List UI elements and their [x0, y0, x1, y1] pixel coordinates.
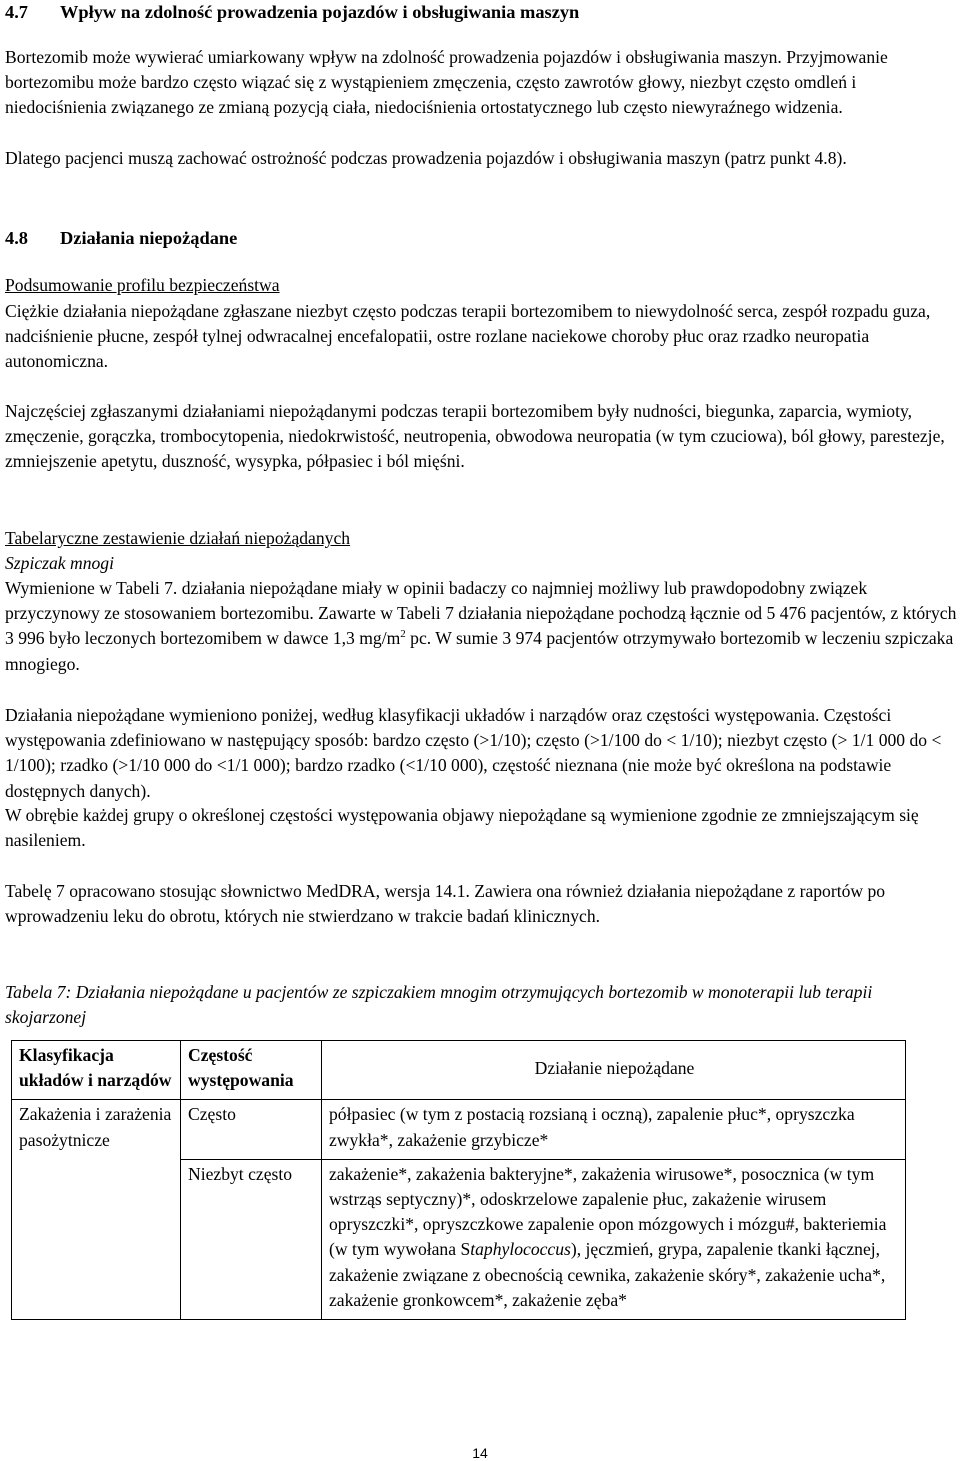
paragraph: Działania niepożądane wymieniono poniżej, według klasyfikacji układów i narządów oraz częstości występowania. Częstości występowania zdefiniowano w następujący sposób: bardzo często (>1/10); często (>1/100 do < 1/10); niezbyt często (> 1/1 000 do < 1/100); rzadko (>1/10 000 do <1/1 000); bardzo rzadko (<1/10 000), częstość nieznana (nie może być określona na podstawie dostępnych danych). [5, 705, 942, 801]
table-caption: Tabela 7: Działania niepożądane u pacjentów ze szpiczakiem mnogim otrzymujących bortezomib w monoterapii lub terapii skojarzonej [5, 982, 873, 1028]
effects-cell: zakażenie*, zakażenia bakteryjne*, zakażenia wirusowe*, posocznica (w tym wstrząs septyczny)*, odoskrzelowe zapalenie płuc, zakażenie wirusem opryszczki*, opryszczkowe zapalenie opon mózgowych i mózgu#, bakteriemia (w tym wywołana Staphylococcus), jęczmień, grypa, zapalenie tkanki łącznej, zakażenie związane z obecnością cewnika, zakażenie skóry*, zakażenie ucha*, zakażenie gronkowcem*, zakażenie zęba* [322, 1159, 906, 1319]
section-number: 4.7 [5, 2, 28, 22]
paragraph: Dlatego pacjenci muszą zachować ostrożność podczas prowadzenia pojazdów i obsługiwania maszyn (patrz punkt 4.8). [5, 148, 847, 168]
paragraph: W obrębie każdej grupy o określonej częstości występowania objawy niepożądane są wymienione zgodnie ze zmniejszającym się nasileniem. [5, 805, 919, 851]
page-number: 14 [472, 1445, 488, 1461]
table-header-row [12, 1041, 906, 1100]
organ-class-cell: Zakażenia i zarażenia pasożytnicze [12, 1100, 181, 1320]
adverse-reactions-table [11, 1040, 906, 1320]
myeloma-heading: Szpiczak mnogi [5, 553, 114, 573]
paragraph: Wymienione w Tabeli 7. działania niepożądane miały w opinii badaczy co najmniej możliwy lub prawdopodobny związek przyczynowy ze stosowaniem bortezomibu. Zawarte w Tabeli 7 działania niepożądane pochodzą łącznie od 5 476 pacjentów, z których 3 996 było leczonych bortezomibem w dawce 1,3 $mg/m^2$ pc. W sumie 3 974 pacjentów otrzymywało bortezomib w leczeniu szpiczaka mnogiego. [5, 578, 957, 674]
header-organ-class: Klasyfikacja układów i narządów [12, 1041, 181, 1100]
frequency-cell: Niezbyt często [181, 1159, 322, 1319]
summary-heading: Podsumowanie profilu bezpieczeństwa [5, 275, 280, 295]
section-title: Działania niepożądane [60, 228, 238, 248]
header-adverse-reaction: Działanie niepożądane [322, 1041, 906, 1100]
paragraph: Najczęściej zgłaszanymi działaniami niepożądanymi podczas terapii bortezomibem były nudności, biegunka, zaparcia, wymioty, zmęczenie, gorączka, trombocytopenia, niedokrwistość, neutropenia, obwodowa neuropatia (w tym czuciowa), ból głowy, parestezje, zmniejszenie apetytu, duszność, wysypka, półpasiec i ból mięśni. [5, 401, 945, 472]
paragraph: Tabelę 7 opracowano stosując słownictwo MedDRA, wersja 14.1. Zawiera ona również działania niepożądane z raportów po wprowadzeniu leku do obrotu, których nie stwierdzano w trakcie badań klinicznych. [5, 881, 886, 927]
paragraph: Ciężkie działania niepożądane zgłaszane niezbyt często podczas terapii bortezomibem to niewydolność serca, zespół rozpadu guza, nadciśnienie płucne, zespół tylnej odwracalnej encefalopatii, ostre rozlane naciekowe choroby płuc oraz rzadko neuropatia autonomiczna. [5, 301, 931, 372]
frequency-cell: Często [181, 1100, 322, 1159]
paragraph: Bortezomib może wywierać umiarkowany wpływ na zdolność prowadzenia pojazdów i obsługiwania maszyn. Przyjmowanie bortezomibu może bardzo często wiązać się z wystąpieniem zmęczenia, często zawrotów głowy, niezbyt często omdleń i niedociśnienia związanego ze zmianą pozycją ciała, niedociśnienia ortostatycznego lub często niewyraźnego widzenia. [5, 47, 888, 118]
section-number: 4.8 [5, 228, 28, 248]
table-summary-heading: Tabelaryczne zestawienie działań niepożądanych [5, 528, 351, 548]
section-4-7-heading [5, 0, 957, 25]
section-title: Wpływ na zdolność prowadzenia pojazdów i obsługiwania maszyn [60, 2, 580, 22]
table-row [12, 1100, 906, 1159]
effects-cell: półpasiec (w tym z postacią rozsianą i oczną), zapalenie płuc*, opryszczka zwykła*, zakażenie grzybicze* [322, 1100, 906, 1159]
header-frequency: Częstość występowania [181, 1041, 322, 1100]
section-4-8-heading [5, 226, 957, 251]
